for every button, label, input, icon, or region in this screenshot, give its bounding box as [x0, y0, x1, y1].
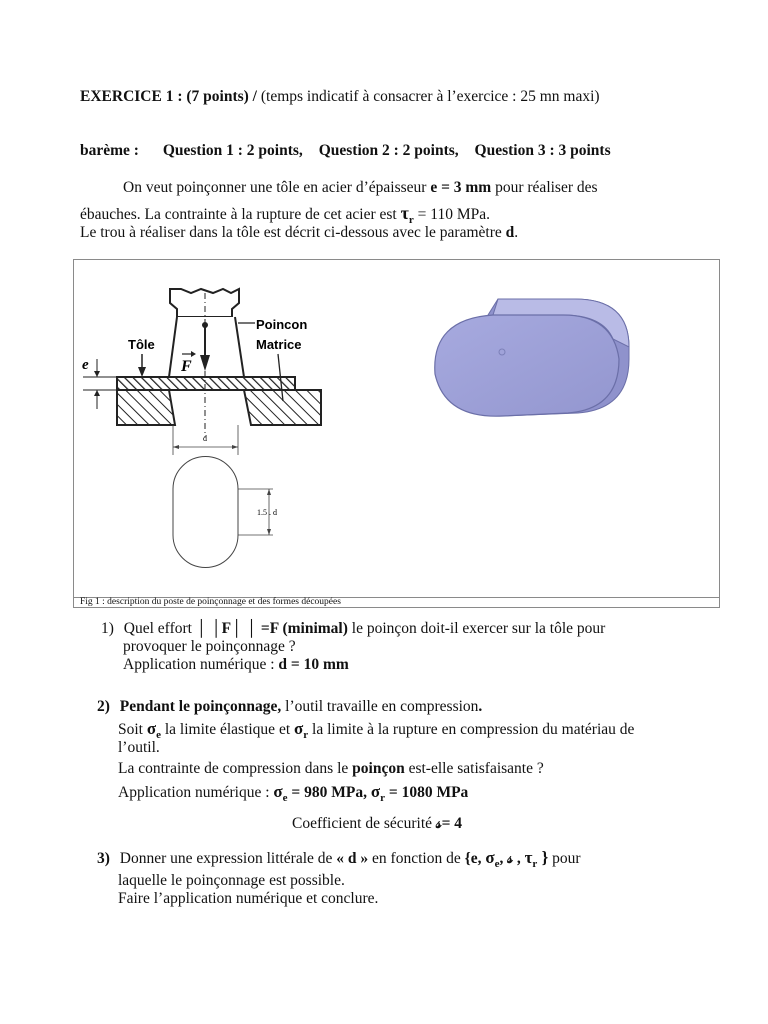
q2-line-4: La contrainte de compression dans le poinçon est-elle satisfaisante ?: [118, 760, 544, 777]
q3-line-3: Faire l’application numérique et conclure.: [118, 890, 379, 907]
label-d: d: [203, 434, 207, 443]
exercise-title: EXERCICE 1 : (7 points) / (temps indicatif à consacrer à l’exercice : 25 mn maxi): [80, 88, 600, 105]
q2-line-2: Soit $\sigma_e$ la limite élastique et $\sigma_r$ la limite à la rupture en compression du matériau de: [118, 719, 635, 741]
die-left: [117, 390, 175, 425]
cut-shape-drawing: [173, 425, 277, 567]
part-3d: [435, 299, 629, 416]
q2-line-5: Application numérique : $\sigma_e = 980$ MPa, $\sigma_r = 1080$ MPa: [118, 782, 469, 804]
label-matrice: Matrice: [256, 337, 302, 352]
q1-line-3: Application numérique : d = 10 mm: [123, 656, 349, 673]
sheet: [117, 377, 295, 390]
label-e: e: [82, 357, 89, 373]
q2-line-1: 2) Pendant le poinçonnage, l’outil travaille en compression.: [97, 698, 483, 715]
label-poincon: Poincon: [256, 317, 308, 332]
q1-line-2: provoquer le poinçonnage ?: [123, 638, 296, 655]
intro-line-2: ébauches. La contrainte à la rupture de cet acier est $\tau_r = 110$ MPa.: [80, 203, 490, 226]
q3-line-2: laquelle le poinçonnage est possible.: [118, 872, 345, 889]
figure-caption: Fig 1 : description du poste de poinçonnage et des formes découpées: [80, 597, 341, 607]
q2-line-6: Coefficient de sécurité 𝓈= 4: [292, 815, 463, 832]
force-label: F: [181, 358, 192, 375]
label-1-5-d: 1.5 . d: [257, 508, 277, 517]
q1-line-1: 1) Quel effort │ │F│ │ =F (minimal) le poinçon doit-il exercer sur la tôle pour: [101, 620, 606, 637]
punching-figure: [73, 259, 720, 597]
q2-line-3: l’outil.: [118, 739, 160, 756]
grading-scale: barème : Question 1 : 2 points, Question 2 : 2 points, Question 3 : 3 points: [80, 142, 611, 159]
intro-line-3: Le trou à réaliser dans la tôle est décrit ci-dessous avec le paramètre d.: [80, 224, 519, 241]
intro-line-1: On veut poinçonner une tôle en acier d’épaisseur e = 3 mm pour réaliser des: [123, 179, 598, 196]
label-tole: Tôle: [128, 337, 155, 352]
q3-line-1: 3) Donner une expression littérale de « d » en fonction de {e, $\sigma_e$, 𝓈 , $\tau_r$ } pour: [97, 848, 581, 870]
